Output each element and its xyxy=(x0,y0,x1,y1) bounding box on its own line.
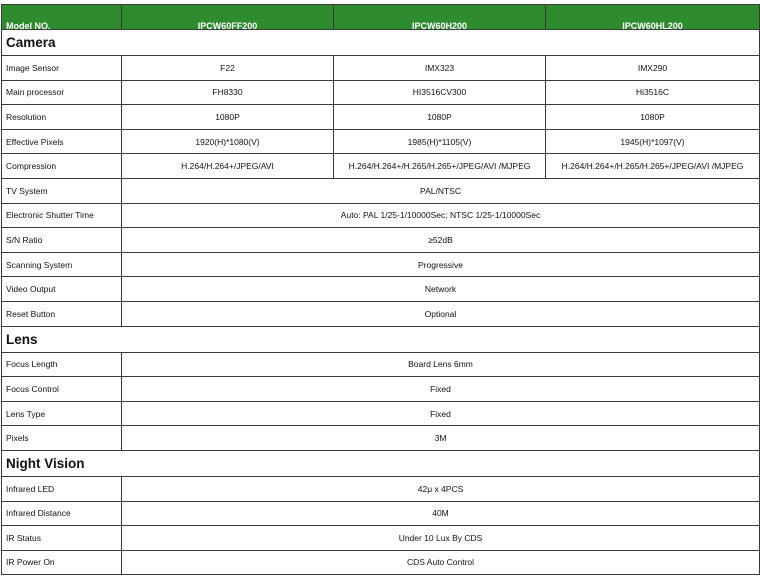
row-label: Pixels xyxy=(2,426,122,451)
row-value: 3M xyxy=(122,426,760,451)
row-label: Scanning System xyxy=(2,252,122,277)
row-value: 1080P xyxy=(122,105,334,130)
row-label: Lens Type xyxy=(2,401,122,426)
row-value: 1920(H)*1080(V) xyxy=(122,129,334,154)
row-value: Network xyxy=(122,277,760,302)
row-value: 1945(H)*1097(V) xyxy=(546,129,760,154)
row-value: Auto: PAL 1/25-1/10000Sec; NTSC 1/25-1/10000Sec xyxy=(122,203,760,228)
section-title-camera: Camera xyxy=(2,30,760,56)
row-label: Video Output xyxy=(2,277,122,302)
model-no-label: Model NO. xyxy=(2,5,122,30)
row-value: 1080P xyxy=(546,105,760,130)
row-label: Focus Control xyxy=(2,377,122,402)
table-row xyxy=(2,277,760,302)
row-value: Fixed xyxy=(122,401,760,426)
row-value: IMX290 xyxy=(546,56,760,81)
spec-table xyxy=(1,4,760,575)
row-value: H.264/H.264+/H.265/H.265+/JPEG/AVI /MJPEG xyxy=(546,154,760,179)
section-title-lens: Lens xyxy=(2,326,760,352)
table-row xyxy=(2,501,760,526)
row-value: Progressive xyxy=(122,252,760,277)
table-row xyxy=(2,56,760,81)
row-value: PAL/NTSC xyxy=(122,178,760,203)
table-row xyxy=(2,129,760,154)
row-label: Resolution xyxy=(2,105,122,130)
row-value: CDS Auto Control xyxy=(122,550,760,575)
table-row xyxy=(2,80,760,105)
row-label: Reset Button xyxy=(2,301,122,326)
table-row xyxy=(2,105,760,130)
table-row xyxy=(2,550,760,575)
table-row xyxy=(2,178,760,203)
row-value: Under 10 Lux By CDS xyxy=(122,526,760,551)
section-night-vision xyxy=(2,450,760,476)
row-value: F22 xyxy=(122,56,334,81)
table-row xyxy=(2,377,760,402)
table-row xyxy=(2,228,760,253)
table-row xyxy=(2,352,760,377)
row-value: HI3516CV300 xyxy=(334,80,546,105)
table-row xyxy=(2,526,760,551)
row-value: IMX323 xyxy=(334,56,546,81)
row-label: Image Sensor xyxy=(2,56,122,81)
row-label: Compression xyxy=(2,154,122,179)
table-row xyxy=(2,203,760,228)
row-label: Infrared Distance xyxy=(2,501,122,526)
row-label: S/N Ratio xyxy=(2,228,122,253)
row-label: Main processor xyxy=(2,80,122,105)
row-value: H.264/H.264+/H.265/H.265+/JPEG/AVI /MJPEG xyxy=(334,154,546,179)
table-row xyxy=(2,476,760,501)
row-value: 42μ x 4PCS xyxy=(122,476,760,501)
section-lens xyxy=(2,326,760,352)
row-value: FH8330 xyxy=(122,80,334,105)
header-row xyxy=(2,5,760,30)
row-label: Infrared LED xyxy=(2,476,122,501)
table-row xyxy=(2,426,760,451)
row-value: Optional xyxy=(122,301,760,326)
row-value: 1985(H)*1105(V) xyxy=(334,129,546,154)
row-label: IR Status xyxy=(2,526,122,551)
row-value: 40M xyxy=(122,501,760,526)
row-label: Electronic Shutter Time xyxy=(2,203,122,228)
model-col-1: IPCW60FF200 xyxy=(122,5,334,30)
row-label: TV System xyxy=(2,178,122,203)
table-row xyxy=(2,301,760,326)
row-value: Hi3516C xyxy=(546,80,760,105)
model-col-2: IPCW60H200 xyxy=(334,5,546,30)
section-title-night-vision: Night Vision xyxy=(2,450,760,476)
row-label: Effective Pixels xyxy=(2,129,122,154)
row-label: Focus Length xyxy=(2,352,122,377)
table-row xyxy=(2,154,760,179)
row-value: Fixed xyxy=(122,377,760,402)
row-label: IR Power On xyxy=(2,550,122,575)
table-row xyxy=(2,252,760,277)
table-row xyxy=(2,401,760,426)
model-col-3: IPCW60HL200 xyxy=(546,5,760,30)
row-value: 1080P xyxy=(334,105,546,130)
section-camera xyxy=(2,30,760,56)
row-value: Board Lens 6mm xyxy=(122,352,760,377)
row-value: ≥52dB xyxy=(122,228,760,253)
row-value: H.264/H.264+/JPEG/AVI xyxy=(122,154,334,179)
